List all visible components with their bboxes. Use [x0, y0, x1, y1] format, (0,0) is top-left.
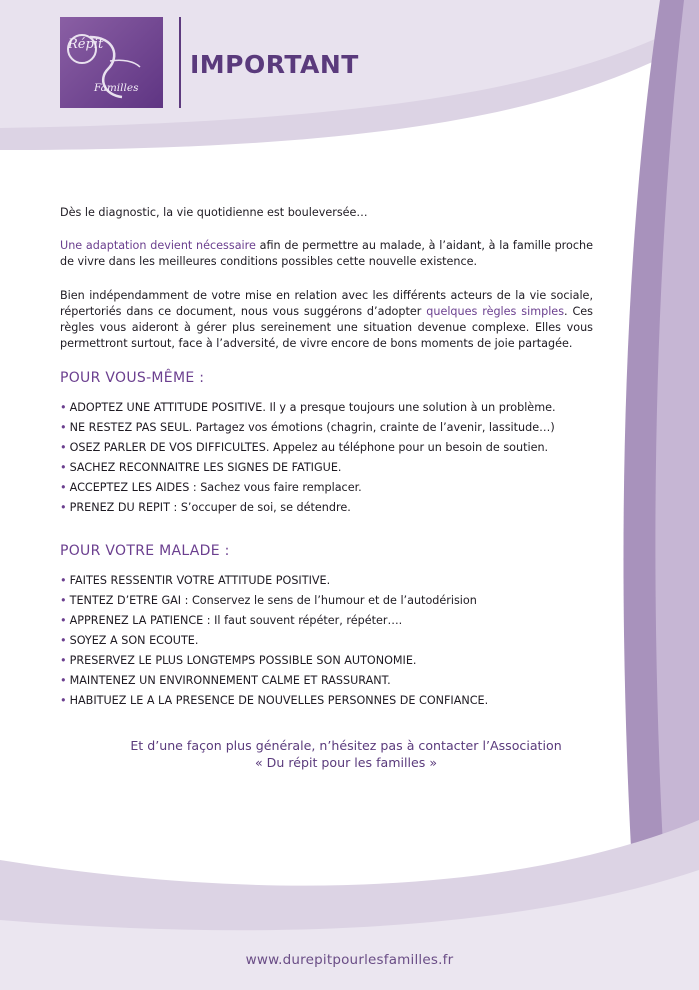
intro-paragraph-3-start: Bien indépendamment de votre mise en relation avec les différents acteurs de la vie sociale, répertoriés dans ce document, nous vous suggérons d’adopter: [60, 289, 593, 318]
closing-line-2: « Du répit pour les familles »: [254, 755, 438, 770]
header-divider: [179, 17, 181, 108]
intro-paragraph-2: [60, 238, 593, 270]
list-item: [60, 673, 593, 688]
bullet-icon: •: [60, 614, 67, 627]
list-item-text: APPRENEZ LA PATIENCE : Il faut souvent répéter, répéter….: [69, 614, 403, 627]
section-self-list: [60, 400, 593, 515]
list-item: [60, 480, 593, 495]
list-item: [60, 420, 593, 435]
bullet-icon: •: [60, 401, 67, 414]
logo-line2: Familles: [94, 82, 139, 94]
intro-highlight-2: quelques règles simples: [426, 305, 565, 318]
bullet-icon: •: [60, 441, 67, 454]
bullet-icon: •: [60, 694, 67, 707]
bullet-icon: •: [60, 654, 67, 667]
list-item: [60, 460, 593, 475]
intro-paragraph-3-end: . Ces règles vous aideront à gérer plus sereinement une situation devenue complexe. Elles vous permettront surtout, face à l’adversité, de vivre encore de bons moments de joie partagée.: [60, 305, 593, 350]
list-item: [60, 693, 593, 708]
intro-highlight-1: Une adaptation devient nécessaire: [60, 239, 256, 252]
intro-paragraph-1: Dès le diagnostic, la vie quotidienne est bouleversée…: [60, 206, 368, 219]
list-item: [60, 500, 593, 515]
list-item-text: ADOPTEZ UNE ATTITUDE POSITIVE. Il y a presque toujours une solution à un problème.: [69, 401, 556, 414]
list-item-text: FAITES RESSENTIR VOTRE ATTITUDE POSITIVE.: [69, 574, 331, 587]
list-item: [60, 633, 593, 648]
list-item-text: PRESERVEZ LE PLUS LONGTEMPS POSSIBLE SON AUTONOMIE.: [69, 654, 417, 667]
list-item-text: OSEZ PARLER DE VOS DIFFICULTES. Appelez au téléphone pour un besoin de soutien.: [69, 441, 549, 454]
intro-paragraph-3: [60, 288, 593, 352]
bullet-icon: •: [60, 421, 67, 434]
bullet-icon: •: [60, 461, 67, 474]
list-item: [60, 613, 593, 628]
footer-website-link[interactable]: www.durepitpourlesfamilles.fr: [245, 952, 454, 968]
list-item: [60, 400, 593, 415]
bullet-icon: •: [60, 674, 67, 687]
list-item-text: HABITUEZ LE A LA PRESENCE DE NOUVELLES PERSONNES DE CONFIANCE.: [69, 694, 489, 707]
bullet-icon: •: [60, 574, 67, 587]
list-item: [60, 440, 593, 455]
logo-flourish-icon: [60, 17, 163, 108]
list-item-text: SOYEZ A SON ECOUTE.: [69, 634, 199, 647]
page-title: IMPORTANT: [190, 50, 359, 79]
closing-message: [60, 737, 632, 771]
closing-line-1: Et d’une façon plus générale, n’hésitez pas à contacter l’Association: [130, 738, 562, 753]
section-self-heading: POUR VOUS-MÊME :: [60, 370, 205, 386]
list-item-text: ACCEPTEZ LES AIDES : Sachez vous faire remplacer.: [69, 481, 362, 494]
brand-logo: [60, 17, 163, 108]
list-item-text: SACHEZ RECONNAITRE LES SIGNES DE FATIGUE.: [69, 461, 342, 474]
bullet-icon: •: [60, 594, 67, 607]
bullet-icon: •: [60, 634, 67, 647]
list-item-text: TENTEZ D’ETRE GAI : Conservez le sens de l’humour et de l’autodérision: [69, 594, 477, 607]
bullet-icon: •: [60, 481, 67, 494]
section-patient-list: [60, 573, 593, 708]
list-item: [60, 573, 593, 588]
list-item: [60, 653, 593, 668]
list-item-text: MAINTENEZ UN ENVIRONNEMENT CALME ET RASSURANT.: [69, 674, 391, 687]
main-content: [60, 205, 593, 713]
section-patient-heading: POUR VOTRE MALADE :: [60, 543, 230, 559]
list-item: [60, 593, 593, 608]
logo-line1: Répit: [68, 37, 104, 52]
intro-paragraph-2-text: afin de permettre au malade, à l’aidant, à la famille proche de vivre dans les meilleures conditions possibles cette nouvelle existence.: [60, 239, 593, 268]
bullet-icon: •: [60, 501, 67, 514]
list-item-text: NE RESTEZ PAS SEUL. Partagez vos émotions (chagrin, crainte de l’avenir, lassitude…): [69, 421, 555, 434]
list-item-text: PRENEZ DU REPIT : S’occuper de soi, se détendre.: [69, 501, 351, 514]
